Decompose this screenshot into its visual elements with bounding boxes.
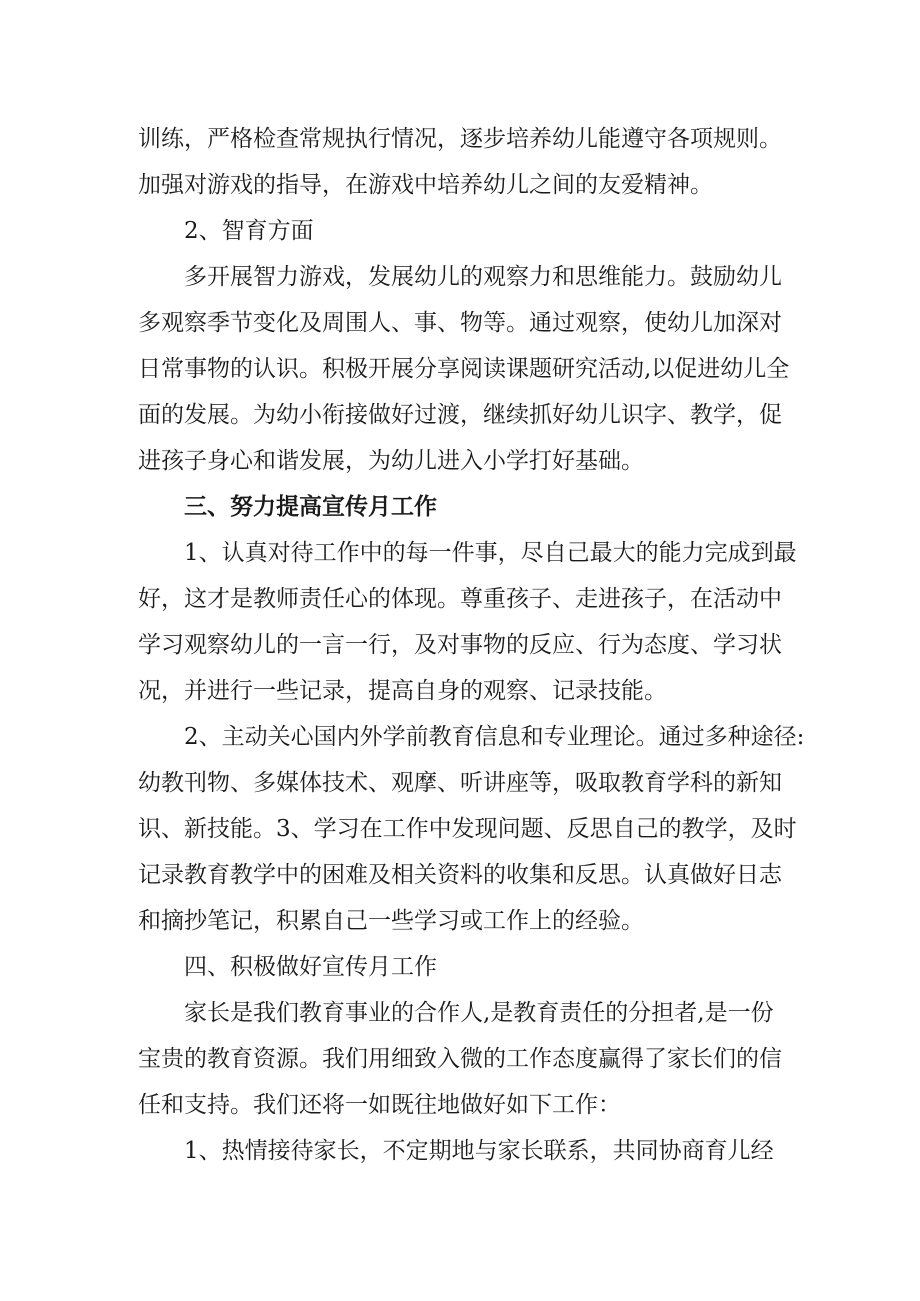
text-line: 加强对游戏的指导，在游戏中培养幼儿之间的友爱精神。	[138, 172, 713, 198]
text-line: 日常事物的认识。积极开展分享阅读课题研究活动,以促进幼儿全	[138, 356, 790, 382]
text-line: 学习观察幼儿的一言一行，及对事物的反应、行为态度、学习状	[138, 632, 782, 658]
text-line: 宝贵的教育资源。我们用细致入微的工作态度赢得了家长们的信	[138, 1046, 782, 1072]
text-line: 训练，严格检查常规执行情况，逐步培养幼儿能遵守各项规则。	[138, 126, 782, 152]
text-line: 1、热情接待家长，不定期地与家长联系，共同协商育儿经	[184, 1138, 774, 1164]
section-heading: 三、努力提高宣传月工作	[184, 494, 437, 520]
text-line: 多开展智力游戏，发展幼儿的观察力和思维能力。鼓励幼儿	[184, 264, 782, 290]
text-line: 面的发展。为幼小衔接做好过渡，继续抓好幼儿识字、教学，促	[138, 402, 782, 428]
text-line: 记录教育教学中的困难及相关资料的收集和反思。认真做好日志	[138, 862, 782, 888]
text-line: 2、主动关心国内外学前教育信息和专业理论。通过多种途径:	[184, 724, 805, 750]
text-line: 识、新技能。3、学习在工作中发现问题、反思自己的教学，及时	[138, 816, 797, 842]
section-heading: 2、智育方面	[184, 218, 314, 244]
text-line: 进孩子身心和谐发展，为幼儿进入小学打好基础。	[138, 448, 644, 474]
text-line: 家长是我们教育事业的合作人,是教育责任的分担者,是一份	[184, 1000, 774, 1026]
text-line: 1、认真对待工作中的每一件事，尽自己最大的能力完成到最	[184, 540, 797, 566]
text-line: 好，这才是教师责任心的体现。尊重孩子、走进孩子，在活动中	[138, 586, 782, 612]
text-line: 和摘抄笔记，积累自己一些学习或工作上的经验。	[138, 908, 644, 934]
text-line: 多观察季节变化及周围人、事、物等。通过观察，使幼儿加深对	[138, 310, 782, 336]
section-heading: 四、积极做好宣传月工作	[184, 954, 437, 980]
text-line: 任和支持。我们还将一如既往地做好如下工作：	[138, 1092, 621, 1118]
text-line: 况，并进行一些记录，提高自身的观察、记录技能。	[138, 678, 667, 704]
text-line: 幼教刊物、多媒体技术、观摩、听讲座等，吸取教育学科的新知	[138, 770, 782, 796]
